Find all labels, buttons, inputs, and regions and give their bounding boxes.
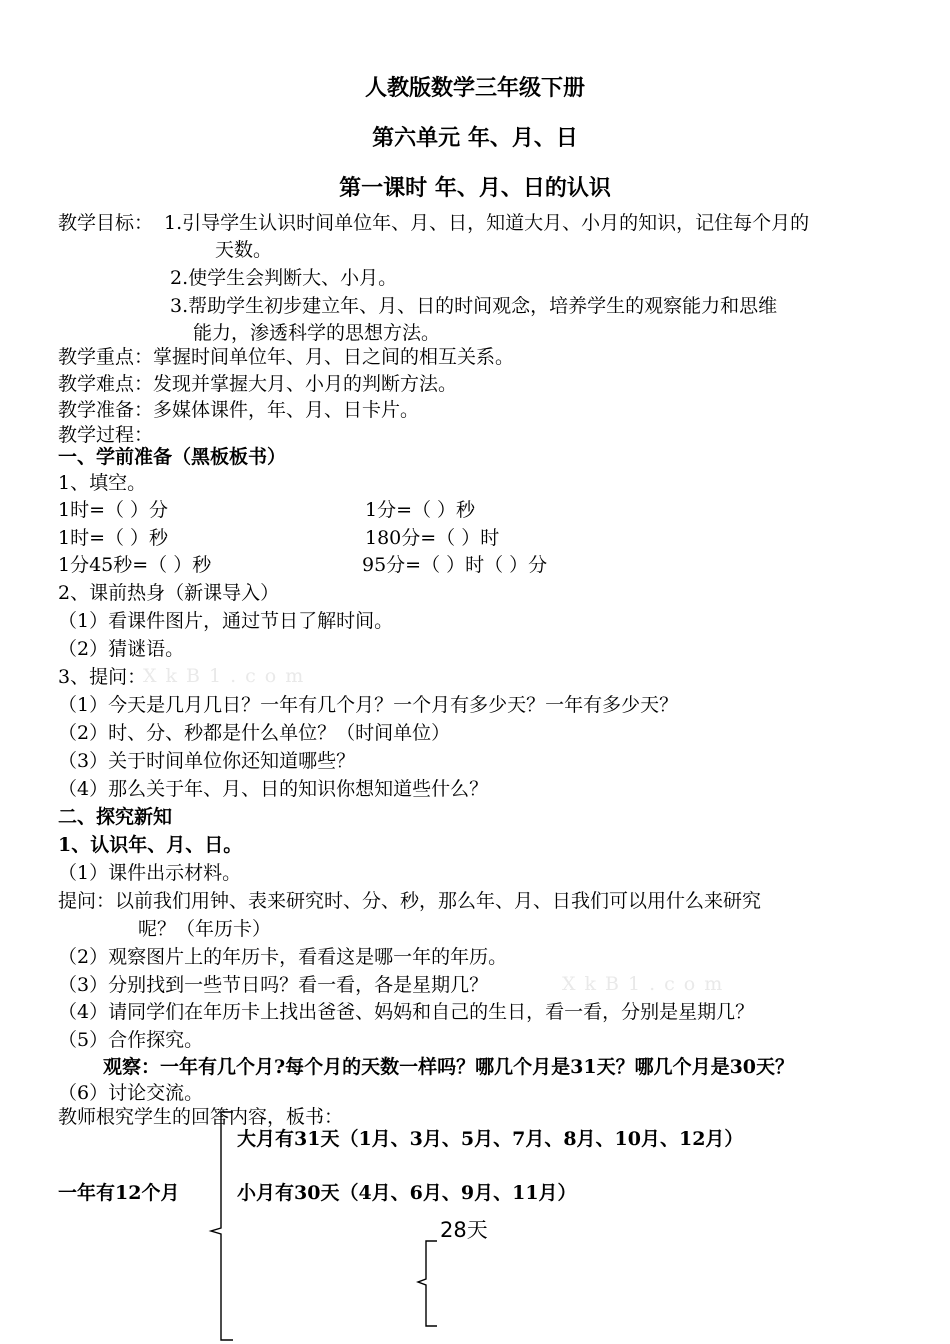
step-3: （3）分别找到一些节日吗？看一看，各是星期几？ <box>58 974 489 996</box>
fill-item: 180分=（ ）时 <box>365 527 500 549</box>
warmup-heading: 2、课前热身（新课导入） <box>58 582 280 604</box>
fill-heading: 1、填空。 <box>58 472 147 494</box>
board-intro: 教师根究学生的回答内容，板书： <box>58 1106 344 1128</box>
step-4: （4）请同学们在年历卡上找出爸爸、妈妈和自己的生日，看一看，分别是星期几？ <box>58 1001 755 1023</box>
document-title: 人教版数学三年级下册 <box>364 75 585 101</box>
section-2-subheading: 1、认识年、月、日。 <box>58 834 243 856</box>
preparation: 教学准备：多媒体课件，年、月、日卡片。 <box>58 399 420 421</box>
ask-item: （3）关于时间单位你还知道哪些？ <box>58 750 356 772</box>
small-month-line: 小月有30天（4月、6月、9月、11月） <box>237 1182 577 1204</box>
question: 提问：以前我们用钟、表来研究时、分、秒，那么年、月、日我们可以用什么来研究 <box>58 890 762 912</box>
warmup-item: （1）看课件图片，通过节日了解时间。 <box>58 610 394 632</box>
feb-bracket <box>418 1241 437 1326</box>
ask-item: （4）那么关于年、月、日的知识你想知道些什么？ <box>58 778 489 800</box>
section-2-heading: 二、探究新知 <box>58 806 173 828</box>
year-bracket <box>211 1112 233 1340</box>
fill-item: 1分45秒=（ ）秒 <box>58 554 212 576</box>
objective-3-cont: 能力，渗透科学的思想方法。 <box>193 322 441 344</box>
year-months: 一年有12个月 <box>58 1182 180 1204</box>
watermark: XkB1.com <box>562 973 732 995</box>
objective-1-cont: 天数。 <box>215 239 273 261</box>
observe-prompt: 观察：一年有几个月?每个月的天数一样吗？哪几个月是31天？哪几个月是30天？ <box>103 1056 795 1078</box>
warmup-item: （2）猜谜语。 <box>58 638 185 660</box>
step-2: （2）观察图片上的年历卡，看看这是哪一年的年历。 <box>58 946 508 968</box>
fill-item: 95分=（ ）时（ ）分 <box>362 554 548 576</box>
fill-item: 1时=（ ）分 <box>58 499 169 521</box>
objective-1: 1.引导学生认识时间单位年、月、日，知道大月、小月的知识，记住每个月的 <box>164 212 810 234</box>
big-month-line: 大月有31天（1月、3月、5月、7月、8月、10月、12月） <box>237 1128 744 1150</box>
step-6: （6）讨论交流。 <box>58 1082 204 1104</box>
fill-item: 1时=（ ）秒 <box>58 527 169 549</box>
lesson-title: 第一课时 年、月、日的认识 <box>339 175 611 201</box>
question-cont: 呢？（年历卡） <box>138 918 272 940</box>
objectives-label: 教学目标： <box>58 212 154 234</box>
feb-days: 28天 <box>440 1218 488 1242</box>
objective-2: 2.使学生会判断大、小月。 <box>170 267 398 289</box>
ask-heading: 3、提问： <box>58 666 147 688</box>
watermark: XkB1.com <box>143 665 313 687</box>
unit-title: 第六单元 年、月、日 <box>372 125 578 151</box>
ask-item: （2）时、分、秒都是什么单位？（时间单位） <box>58 722 451 744</box>
step-5: （5）合作探究。 <box>58 1029 204 1051</box>
key-point: 教学重点：掌握时间单位年、月、日之间的相互关系。 <box>58 346 515 368</box>
difficulty: 教学难点：发现并掌握大月、小月的判断方法。 <box>58 373 458 395</box>
process-label: 教学过程： <box>58 424 154 446</box>
step-1: （1）课件出示材料。 <box>58 862 242 884</box>
section-1-heading: 一、学前准备（黑板板书） <box>58 446 287 468</box>
ask-item: （1）今天是几月几日？一年有几个月？一个月有多少天？一年有多少天？ <box>58 694 679 716</box>
fill-item: 1分=（ ）秒 <box>365 499 476 521</box>
objective-3: 3.帮助学生初步建立年、月、日的时间观念，培养学生的观察能力和思维 <box>170 295 778 317</box>
